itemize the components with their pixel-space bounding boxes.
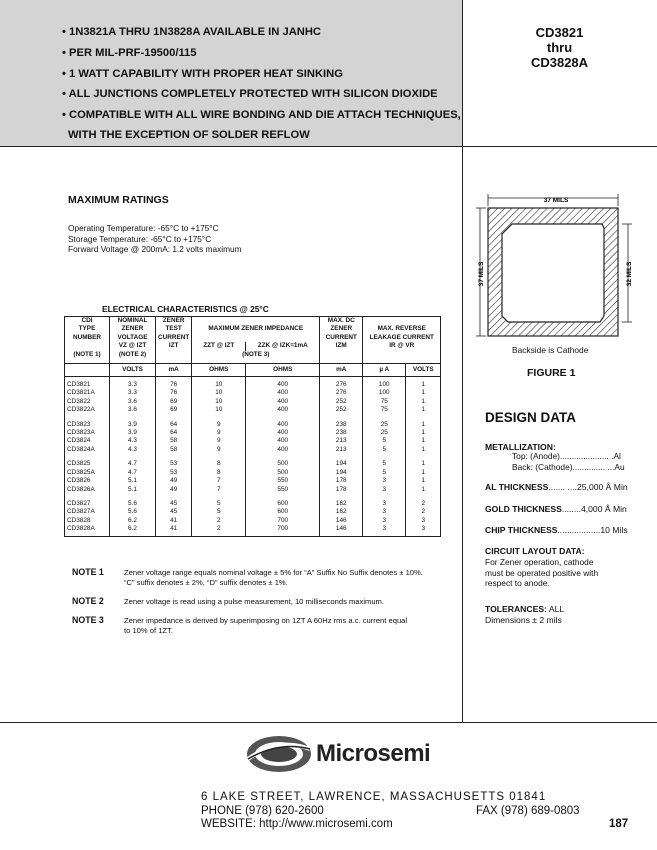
th-type: TYPE <box>65 325 110 333</box>
table-cell-vz: 3.9 <box>110 429 156 437</box>
table-cell-vz: 3.6 <box>110 406 156 416</box>
table-cell-vz: 5.1 <box>110 477 156 485</box>
table-cell-ir: 5 <box>363 446 406 456</box>
microsemi-logo-icon <box>244 733 314 775</box>
table-cell-zzk: 400 <box>246 406 320 416</box>
unit-volts: VOLTS <box>110 364 156 377</box>
table-row <box>65 456 441 468</box>
table-cell-izm: 178 <box>320 486 363 496</box>
table-cell-zzk: 600 <box>246 496 320 508</box>
header-divider <box>0 146 657 147</box>
th-zzt: ZZT @ IZT <box>192 342 246 350</box>
tolerances-line2: Dimensions ± 2 mils <box>485 615 562 625</box>
table-cell-ir: 3 <box>363 508 406 516</box>
table-cell-izt: 76 <box>156 389 192 397</box>
table-cell-izm: 252 <box>320 398 363 406</box>
th-zzk: ZZK @ IZK=1mA <box>246 342 320 350</box>
circuit-line3: respect to anode. <box>485 578 550 588</box>
elec-char-table <box>64 316 441 537</box>
table-cell-zzk: 600 <box>246 508 320 516</box>
al-thickness <box>485 482 628 492</box>
table-cell-parts: CD3826 <box>65 477 110 485</box>
note1-line1: Zener voltage range equals nominal voltage ± 5% for “A” Suffix No Suffix denotes ± 10%. <box>124 568 423 577</box>
table-cell-vr: 1 <box>406 456 441 468</box>
th-max-zener-impedance: MAXIMUM ZENER IMPEDANCE <box>192 325 320 333</box>
table-cell-izm: 238 <box>320 417 363 429</box>
table-cell-izm: 146 <box>320 525 363 536</box>
table-cell-izm: 238 <box>320 429 363 437</box>
table-cell-vr: 1 <box>406 417 441 429</box>
th-current: CURRENT <box>156 334 192 342</box>
table-cell-ir: 25 <box>363 429 406 437</box>
th-zener: ZENER <box>156 317 192 326</box>
table-cell-izm: 146 <box>320 517 363 525</box>
table-cell-zzt: 8 <box>192 469 246 477</box>
th-zener2: ZENER <box>110 325 156 333</box>
table-cell-zzt: 8 <box>192 456 246 468</box>
storage-temp: Storage Temperature: -65°C to +175°C <box>68 233 212 244</box>
table-cell-zzk: 400 <box>246 377 320 390</box>
table-cell-ir: 3 <box>363 486 406 496</box>
max-ratings-title: MAXIMUM RATINGS <box>68 194 169 206</box>
note1-label: NOTE 1 <box>72 567 104 577</box>
th-izt: IZT <box>156 342 192 350</box>
table-cell-ir: 25 <box>363 417 406 429</box>
table-cell-parts: CD3824 <box>65 437 110 445</box>
table-cell-vz: 3.6 <box>110 398 156 406</box>
feature-6: WITH THE EXCEPTION OF SOLDER REFLOW <box>68 129 310 141</box>
table-cell-izt: 64 <box>156 429 192 437</box>
th-blank5 <box>156 351 192 364</box>
gold-thickness-label: GOLD THICKNESS <box>485 504 562 514</box>
th-nominal: NOMINAL <box>110 317 156 326</box>
circuit-line2: must be operated positive with <box>485 567 599 578</box>
th-number: NUMBER <box>65 334 110 342</box>
feature-1: • 1N3821A THRU 1N3828A AVAILABLE IN JANHC <box>62 26 322 38</box>
th-zz-blank <box>192 317 320 326</box>
unit-ma2: mA <box>320 364 363 377</box>
table-cell-ir: 5 <box>363 437 406 445</box>
note3-line2: to 10% of 1ZT. <box>124 625 173 635</box>
table-cell-parts: CD3822A <box>65 406 110 416</box>
table-cell-vr: 1 <box>406 486 441 496</box>
table-cell-zzk: 400 <box>246 389 320 397</box>
table-row <box>65 417 441 429</box>
al-thickness-value: ....... ....25,000 Å Min <box>548 482 628 492</box>
operating-temp: Operating Temperature: -65°C to +175°C <box>68 223 219 233</box>
table-cell-vz: 4.7 <box>110 469 156 477</box>
table-row <box>65 517 441 525</box>
table-cell-zzt: 2 <box>192 517 246 525</box>
table-cell-zzt: 10 <box>192 406 246 416</box>
table-cell-zzk: 500 <box>246 469 320 477</box>
table-cell-vr: 2 <box>406 496 441 508</box>
part-number-line2: thru <box>546 40 573 55</box>
table-cell-zzt: 10 <box>192 377 246 390</box>
metallization-label: METALLIZATION: <box>485 442 556 452</box>
table-cell-zzt: 9 <box>192 437 246 445</box>
table-cell-vz: 4.3 <box>110 437 156 445</box>
table-cell-zzk: 400 <box>246 437 320 445</box>
table-cell-izt: 45 <box>156 496 192 508</box>
unit-ohms2: OHMS <box>246 364 320 377</box>
footer-divider <box>0 722 657 723</box>
th-ir-vr: IR @ VR <box>363 342 441 350</box>
part-number-line3: CD3828A <box>530 55 589 70</box>
note1-text <box>124 568 423 587</box>
table-cell-zzt: 7 <box>192 477 246 485</box>
note3-label: NOTE 3 <box>72 615 104 625</box>
table-cell-izm: 276 <box>320 377 363 390</box>
th-note3: (NOTE 3) <box>192 351 320 364</box>
table-cell-ir: 5 <box>363 469 406 477</box>
th-maxdc: MAX. DC <box>320 317 363 326</box>
th-current2: CURRENT <box>320 334 363 342</box>
table-row <box>65 429 441 437</box>
th-izm: IZM <box>320 342 363 350</box>
table-cell-vr: 1 <box>406 389 441 397</box>
tolerances-label: TOLERANCES: <box>485 604 547 614</box>
table-cell-vr: 1 <box>406 469 441 477</box>
note1-line2: “C” suffix denotes ± 2%, “D” suffix denotes ± 1%. <box>124 577 288 587</box>
table-cell-parts: CD3821 <box>65 377 110 390</box>
microsemi-logo-text: Microsemi <box>316 740 431 767</box>
table-cell-izt: 69 <box>156 406 192 416</box>
feature-3: • 1 WATT CAPABILITY WITH PROPER HEAT SINKING <box>62 68 343 80</box>
table-cell-izt: 53 <box>156 469 192 477</box>
table-row <box>65 377 441 390</box>
table-cell-izt: 76 <box>156 377 192 390</box>
die-outline <box>488 208 618 336</box>
table-cell-parts: CD3823 <box>65 417 110 429</box>
th-cdi: CDI <box>65 317 110 326</box>
table-cell-parts: CD3825A <box>65 469 110 477</box>
circuit-layout-text <box>485 557 598 589</box>
circuit-layout-label: CIRCUIT LAYOUT DATA: <box>485 546 585 556</box>
th-blank7 <box>363 351 441 364</box>
table-cell-zzk: 400 <box>246 417 320 429</box>
table-row <box>65 469 441 477</box>
table-row <box>65 525 441 536</box>
feature-4: • ALL JUNCTIONS COMPLETELY PROTECTED WITH SILICON DIOXIDE <box>62 88 438 100</box>
table-cell-vr: 2 <box>406 508 441 516</box>
table-row <box>65 446 441 456</box>
note3-line1: Zener impedance is derived by superimposing on 1ZT A 60Hz rms a.c. current equal <box>124 616 408 625</box>
dim-left-label: 37 MILS <box>478 261 485 287</box>
die-figure <box>468 188 648 348</box>
table-cell-vz: 6.2 <box>110 525 156 536</box>
th-zz-blank2 <box>192 334 320 342</box>
figure-label: FIGURE 1 <box>527 367 576 379</box>
table-cell-parts: CD3823A <box>65 429 110 437</box>
table-cell-parts: CD3828 <box>65 517 110 525</box>
feature-2: • PER MIL-PRF-19500/115 <box>62 47 197 59</box>
table-cell-zzk: 500 <box>246 456 320 468</box>
vertical-divider <box>462 0 463 722</box>
table-cell-vz: 3.3 <box>110 389 156 397</box>
tolerances-value: ALL <box>546 604 565 614</box>
dim-right-label: 32 MILS <box>626 261 633 287</box>
table-cell-izt: 41 <box>156 525 192 536</box>
table-cell-parts: CD3822 <box>65 398 110 406</box>
table-cell-izm: 194 <box>320 456 363 468</box>
al-thickness-label: AL THICKNESS <box>485 482 549 492</box>
table-cell-ir: 100 <box>363 389 406 397</box>
table-cell-vr: 1 <box>406 406 441 416</box>
table-cell-vz: 6.2 <box>110 517 156 525</box>
note2-text: Zener voltage is read using a pulse measurement, 10 milliseconds maximum. <box>124 597 384 606</box>
table-cell-parts: CD3827A <box>65 508 110 516</box>
circuit-line1: For Zener operation, cathode <box>485 557 594 567</box>
table-cell-ir: 100 <box>363 377 406 390</box>
table-cell-zzt: 10 <box>192 389 246 397</box>
table-cell-vr: 1 <box>406 477 441 485</box>
table-cell-vr: 1 <box>406 429 441 437</box>
table-row <box>65 477 441 485</box>
table-cell-ir: 75 <box>363 398 406 406</box>
table-cell-izt: 64 <box>156 417 192 429</box>
footer-address: 6 LAKE STREET, LAWRENCE, MASSACHUSETTS 01841 <box>201 791 547 803</box>
unit-blank <box>65 364 110 377</box>
table-cell-vz: 3.9 <box>110 417 156 429</box>
table-cell-vr: 1 <box>406 437 441 445</box>
table-cell-izt: 45 <box>156 508 192 516</box>
gold-thickness-value: ........4,000 Å Min <box>561 504 627 514</box>
footer-website[interactable]: WEBSITE: http://www.microsemi.com <box>201 818 393 830</box>
table-row <box>65 486 441 496</box>
unit-ohms1: OHMS <box>192 364 246 377</box>
table-cell-zzk: 700 <box>246 517 320 525</box>
table-cell-parts: CD3821A <box>65 389 110 397</box>
table-cell-ir: 75 <box>363 406 406 416</box>
tolerances <box>485 604 564 626</box>
table-cell-vz: 4.3 <box>110 446 156 456</box>
table-cell-vz: 5.6 <box>110 496 156 508</box>
note3-text <box>124 616 407 635</box>
table-cell-zzk: 400 <box>246 398 320 406</box>
th-voltage: VOLTAGE <box>110 334 156 342</box>
table-cell-zzk: 550 <box>246 486 320 496</box>
table-cell-zzk: 550 <box>246 477 320 485</box>
table-cell-vz: 4.7 <box>110 456 156 468</box>
table-cell-zzk: 700 <box>246 525 320 536</box>
table-cell-izm: 178 <box>320 477 363 485</box>
table-cell-ir: 3 <box>363 517 406 525</box>
table-cell-ir: 5 <box>363 456 406 468</box>
note2-label: NOTE 2 <box>72 596 104 606</box>
design-data-title: DESIGN DATA <box>485 410 576 425</box>
th-note1: (NOTE 1) <box>65 351 110 364</box>
table-cell-ir: 3 <box>363 525 406 536</box>
table-cell-parts: CD3826A <box>65 486 110 496</box>
table-cell-zzt: 7 <box>192 486 246 496</box>
table-cell-zzt: 5 <box>192 496 246 508</box>
table-cell-izt: 53 <box>156 456 192 468</box>
table-cell-vz: 3.3 <box>110 377 156 390</box>
forward-voltage: Forward Voltage @ 200mA: 1.2 volts maximum <box>68 244 242 254</box>
table-row <box>65 398 441 406</box>
table-cell-izm: 194 <box>320 469 363 477</box>
table-cell-izt: 49 <box>156 486 192 496</box>
table-cell-ir: 3 <box>363 477 406 485</box>
table-row <box>65 496 441 508</box>
table-cell-vr: 1 <box>406 377 441 390</box>
header-part-panel <box>462 0 657 146</box>
table-cell-vr: 3 <box>406 525 441 536</box>
part-number-line1: CD3821 <box>535 25 584 40</box>
table-cell-izm: 162 <box>320 496 363 508</box>
table-cell-izm: 162 <box>320 508 363 516</box>
metallization-top: Top: (Anode)..................... .Al <box>512 451 621 461</box>
table-cell-vr: 1 <box>406 446 441 456</box>
unit-ua: µ A <box>363 364 406 377</box>
table-cell-vr: 1 <box>406 398 441 406</box>
table-cell-parts: CD3824A <box>65 446 110 456</box>
table-cell-zzt: 2 <box>192 525 246 536</box>
table-cell-izt: 58 <box>156 437 192 445</box>
max-ratings-block <box>68 223 242 255</box>
th-leakage: LEAKAGE CURRENT <box>363 334 441 342</box>
th-blank-r <box>363 317 441 326</box>
table-cell-vz: 5.1 <box>110 486 156 496</box>
table-row <box>65 406 441 416</box>
table-cell-izt: 41 <box>156 517 192 525</box>
dim-top-label: 37 MILS <box>543 197 569 204</box>
footer-phone: PHONE (978) 620-2600 <box>201 805 324 817</box>
table-cell-izt: 58 <box>156 446 192 456</box>
gold-thickness <box>485 504 627 514</box>
chip-thickness <box>485 525 628 535</box>
th-vz-izt: VZ @ IZT <box>110 342 156 350</box>
table-cell-izt: 69 <box>156 398 192 406</box>
table-cell-ir: 3 <box>363 496 406 508</box>
th-blank6 <box>320 351 363 364</box>
unit-volts2: VOLTS <box>406 364 441 377</box>
th-note2: (NOTE 2) <box>110 351 156 364</box>
table-cell-izm: 276 <box>320 389 363 397</box>
table-cell-parts: CD3828A <box>65 525 110 536</box>
th-max-reverse: MAX. REVERSE <box>363 325 441 333</box>
th-zener3: ZENER <box>320 325 363 333</box>
table-cell-izm: 252 <box>320 406 363 416</box>
unit-ma: mA <box>156 364 192 377</box>
table-row <box>65 437 441 445</box>
table-cell-izm: 213 <box>320 437 363 445</box>
chip-thickness-label: CHIP THICKNESS <box>485 525 558 535</box>
chip-thickness-value: ..................10 Mils <box>557 525 628 535</box>
footer-fax: FAX (978) 689-0803 <box>476 805 580 817</box>
table-cell-zzt: 10 <box>192 398 246 406</box>
table-cell-izt: 49 <box>156 477 192 485</box>
table-cell-vr: 3 <box>406 517 441 525</box>
table-row <box>65 508 441 516</box>
table-cell-parts: CD3825 <box>65 456 110 468</box>
th-test: TEST <box>156 325 192 333</box>
metallization-back: Back: (Cathode).............. ...Au <box>512 462 625 472</box>
page-number: 187 <box>609 818 629 830</box>
table-row <box>65 389 441 397</box>
table-cell-zzt: 9 <box>192 446 246 456</box>
elec-char-title: ELECTRICAL CHARACTERISTICS @ 25°C <box>102 304 269 314</box>
table-cell-vz: 5.6 <box>110 508 156 516</box>
table-cell-parts: CD3827 <box>65 496 110 508</box>
feature-5: • COMPATIBLE WITH ALL WIRE BONDING AND DIE ATTACH TECHNIQUES, <box>62 109 461 121</box>
table-cell-zzk: 400 <box>246 446 320 456</box>
table-cell-zzk: 400 <box>246 429 320 437</box>
figure-caption: Backside is Cathode <box>512 345 589 355</box>
table-cell-zzt: 9 <box>192 429 246 437</box>
table-cell-zzt: 5 <box>192 508 246 516</box>
table-cell-zzt: 9 <box>192 417 246 429</box>
table-cell-izm: 213 <box>320 446 363 456</box>
th-blank4 <box>65 342 110 350</box>
